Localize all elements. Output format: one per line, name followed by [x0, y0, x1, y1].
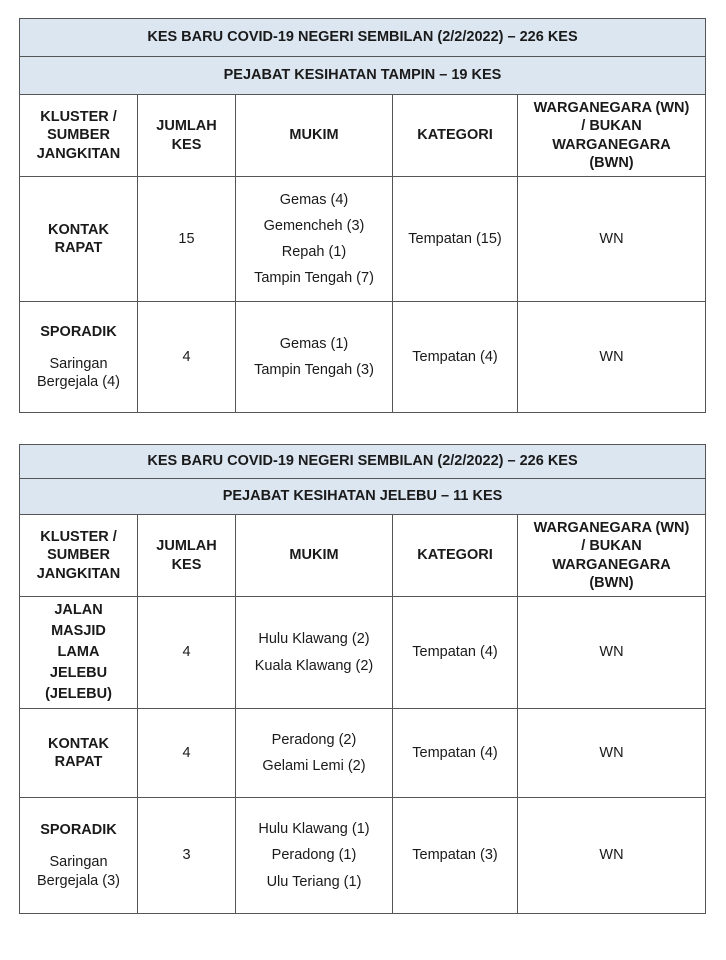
count-column-header: JUMLAH KES: [138, 515, 236, 597]
table-row: [20, 798, 706, 914]
kategori-cell: Tempatan (4): [393, 709, 518, 798]
office-row: [20, 479, 706, 515]
mukim-column-header: MUKIM: [236, 95, 393, 177]
office-title: PEJABAT KESIHATAN TAMPIN – 19 KES: [20, 57, 706, 95]
citizen-column-header: WARGANEGARA (WN) / BUKAN WARGANEGARA (BWN): [518, 95, 706, 177]
citizen-cell: WN: [518, 709, 706, 798]
count-column-header: JUMLAH KES: [138, 95, 236, 177]
tampin-case-table: [19, 18, 706, 413]
kategori-cell: Tempatan (3): [393, 798, 518, 914]
cluster-column-header: KLUSTER / SUMBER JANGKITAN: [20, 95, 138, 177]
citizen-cell: WN: [518, 177, 706, 302]
count-cell: 4: [138, 302, 236, 413]
mukim-cell: Hulu Klawang (2) Kuala Klawang (2): [236, 597, 393, 709]
kategori-cell: Tempatan (4): [393, 597, 518, 709]
cluster-cell: SPORADIK Saringan Bergejala (3): [20, 798, 138, 914]
citizen-cell: WN: [518, 597, 706, 709]
cluster-column-header: KLUSTER / SUMBER JANGKITAN: [20, 515, 138, 597]
cluster-cell: SPORADIK Saringan Bergejala (4): [20, 302, 138, 413]
report-title: KES BARU COVID-19 NEGERI SEMBILAN (2/2/2022) – 226 KES: [20, 445, 706, 479]
report-title: KES BARU COVID-19 NEGERI SEMBILAN (2/2/2022) – 226 KES: [20, 19, 706, 57]
table-row: [20, 302, 706, 413]
jelebu-case-table: [19, 444, 706, 914]
mukim-cell: Peradong (2) Gelami Lemi (2): [236, 709, 393, 798]
kategori-column-header: KATEGORI: [393, 515, 518, 597]
table-row: [20, 709, 706, 798]
citizen-cell: WN: [518, 798, 706, 914]
kategori-cell: Tempatan (4): [393, 302, 518, 413]
cluster-cell: KONTAK RAPAT: [20, 177, 138, 302]
mukim-cell: Hulu Klawang (1) Peradong (1) Ulu Teriang (1): [236, 798, 393, 914]
count-cell: 3: [138, 798, 236, 914]
mukim-cell: Gemas (4) Gemencheh (3) Repah (1) Tampin Tengah (7): [236, 177, 393, 302]
count-cell: 4: [138, 709, 236, 798]
count-cell: 4: [138, 597, 236, 709]
table-row: [20, 597, 706, 709]
citizen-column-header: WARGANEGARA (WN) / BUKAN WARGANEGARA (BWN): [518, 515, 706, 597]
citizen-cell: WN: [518, 302, 706, 413]
cluster-cell: KONTAK RAPAT: [20, 709, 138, 798]
office-row: [20, 57, 706, 95]
table-row: [20, 177, 706, 302]
kategori-column-header: KATEGORI: [393, 95, 518, 177]
column-header-row: [20, 95, 706, 177]
title-row: [20, 19, 706, 57]
cluster-cell: JALAN MASJID LAMA JELEBU (JELEBU): [20, 597, 138, 709]
kategori-cell: Tempatan (15): [393, 177, 518, 302]
mukim-column-header: MUKIM: [236, 515, 393, 597]
mukim-cell: Gemas (1) Tampin Tengah (3): [236, 302, 393, 413]
count-cell: 15: [138, 177, 236, 302]
title-row: [20, 445, 706, 479]
office-title: PEJABAT KESIHATAN JELEBU – 11 KES: [20, 479, 706, 515]
column-header-row: [20, 515, 706, 597]
